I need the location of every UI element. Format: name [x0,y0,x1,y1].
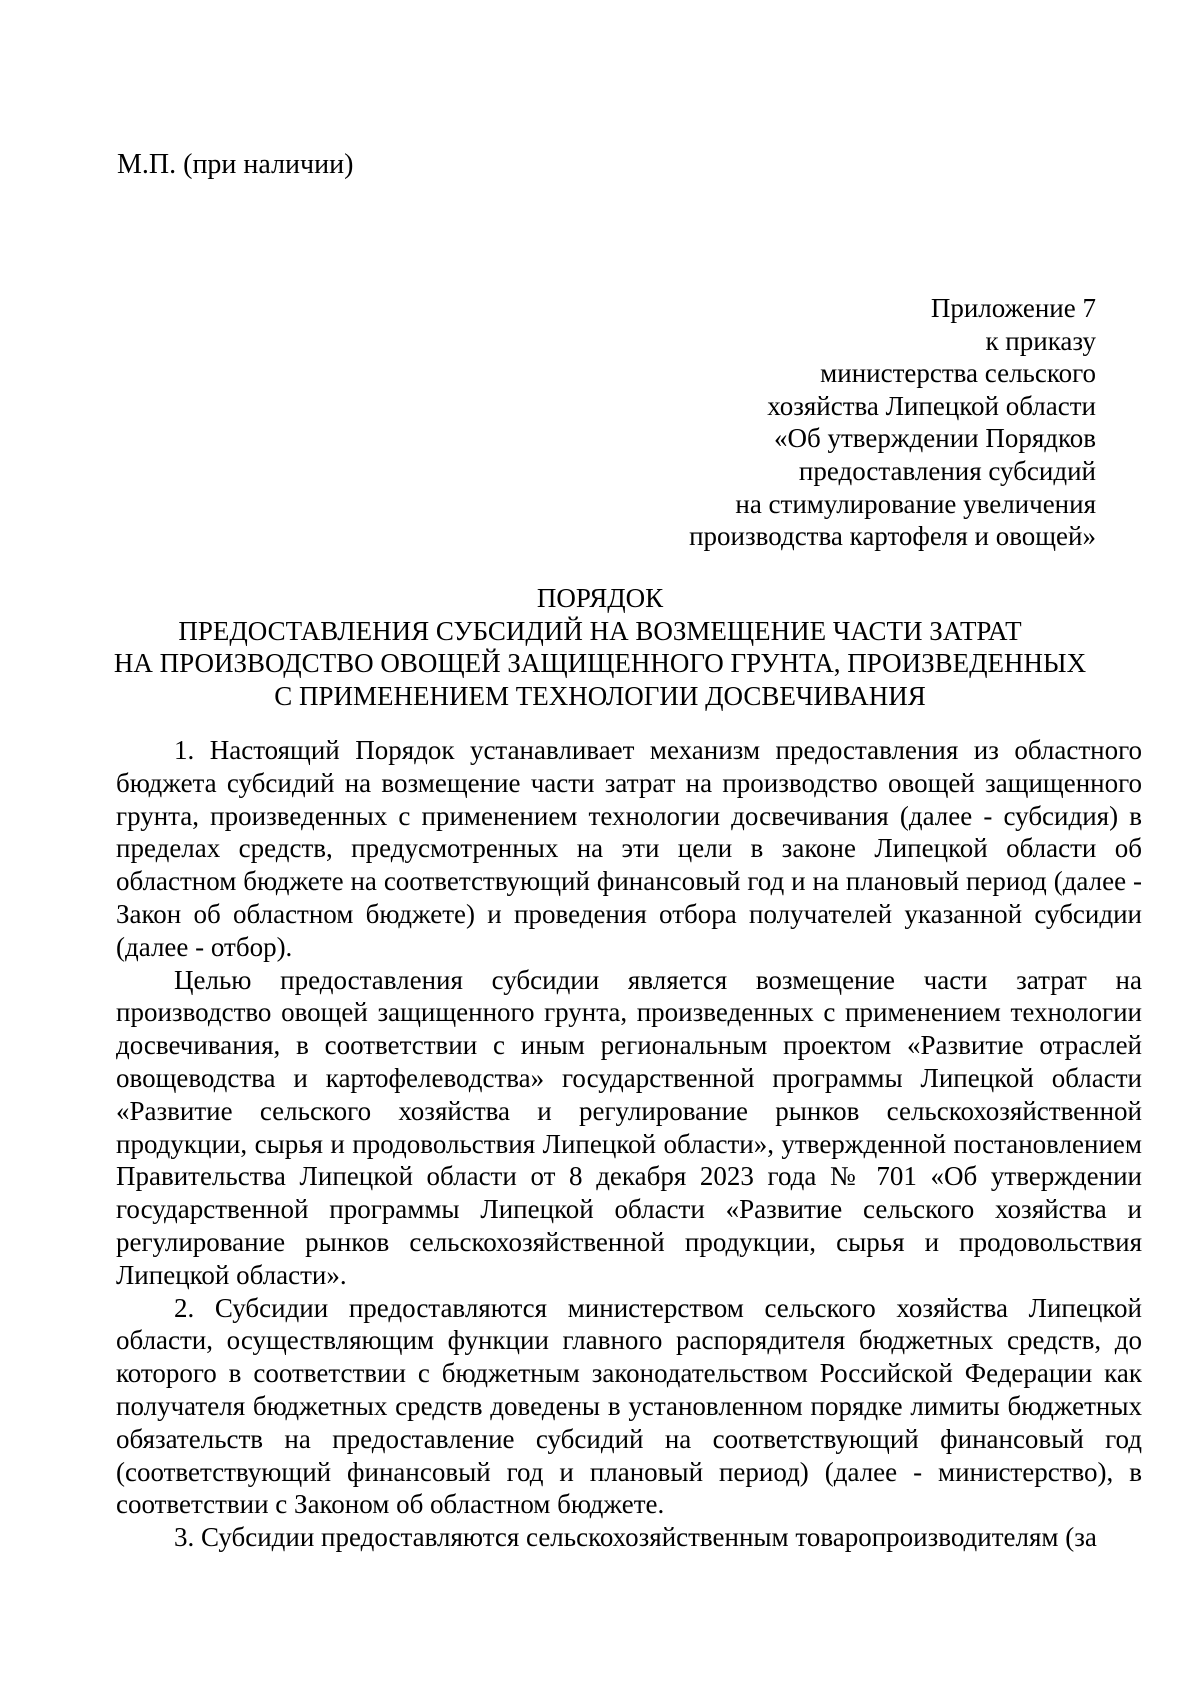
paragraph: Целью предоставления субсидии является возмещение части затрат на производство овощей защищенного грунта, произведенных с применением технологии досвечивания, в соответствии с иным региональным проектом «Развитие отраслей овощеводства и картофелеводства» государственной программы Липецкой области «Развитие сельского хозяйства и регулирование рынков сельскохозяйственной продукции, сырья и продовольствия Липецкой области», утвержденной постановлением Правительства Липецкой области от 8 декабря 2023 года № 701 «Об утверждении государственной программы Липецкой области «Развитие сельского хозяйства и регулирование рынков сельскохозяйственной продукции, сырья и продовольствия Липецкой области». [116,964,1142,1290]
appendix-line: предоставления субсидий [798,455,1096,486]
document-body [116,734,1142,1554]
appendix-line: «Об утверждении Порядков [774,423,1096,454]
appendix-line: хозяйства Липецкой области [767,390,1096,421]
title-line: ПОРЯДОК [536,583,664,613]
seal-note: М.П. (при наличии) [117,149,354,180]
appendix-reference [476,292,1096,553]
appendix-line: производства картофеля и овощей» [689,521,1096,552]
appendix-line: к приказу [985,325,1096,356]
paragraph: 1. Настоящий Порядок устанавливает механизм предоставления из областного бюджета субсидий на возмещение части затрат на производство овощей защищенного грунта, произведенных с применением технологии досвечивания (далее - субсидия) в пределах средств, предусмотренных на эти цели в законе Липецкой области об областном бюджете на соответствующий финансовый год и на плановый период (далее - Закон об областном бюджете) и проведения отбора получателей указанной субсидии (далее - отбор). [116,735,1142,962]
appendix-line: Приложение 7 [930,293,1096,323]
paragraph: 3. Субсидии предоставляются сельскохозяйственным товаропроизводителям (за [174,1522,1097,1553]
document-title [104,582,1096,712]
appendix-line: на стимулирование увеличения [735,488,1096,519]
appendix-line: министерства сельского [820,358,1096,389]
title-line: НА ПРОИЗВОДСТВО ОВОЩЕЙ ЗАЩИЩЕННОГО ГРУНТА, ПРОИЗВЕДЕННЫХ [113,648,1087,679]
paragraph: 2. Субсидии предоставляются министерством сельского хозяйства Липецкой области, осуществляющим функции главного распорядителя бюджетных средств, до которого в соответствии с бюджетным законодательством Российской Федерации как получателя бюджетных средств доведены в установленном порядке лимиты бюджетных обязательств на предоставление субсидий на соответствующий финансовый год (соответствующий финансовый год и плановый период) (далее - министерство), в соответствии с Законом об областном бюджете. [116,1292,1142,1520]
title-line: ПРЕДОСТАВЛЕНИЯ СУБСИДИЙ НА ВОЗМЕЩЕНИЕ ЧАСТИ ЗАТРАТ [178,615,1022,646]
title-line: С ПРИМЕНЕНИЕМ ТЕХНОЛОГИИ ДОСВЕЧИВАНИЯ [274,680,926,711]
